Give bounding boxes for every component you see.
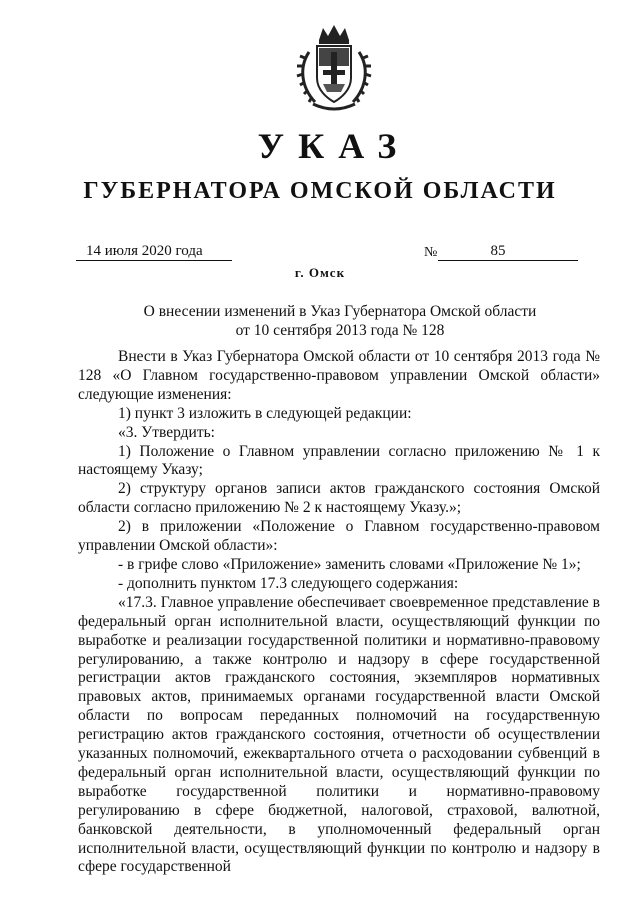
document-body [78,348,600,877]
body-paragraph: «17.3. Главное управление обеспечивает своевременное представление в федеральный орган исполнительной власти, осуществляющий функции по выработке и реализации государственной политики и нормативно-правовому регулированию, а также контролю и надзору в сфере государственной регистрации актов гражданского состояния, экземпляров нормативных правовых актов, принимаемых органами государственной власти Омской области по вопросам переданных полномочий на государственную регистрацию актов гражданского состояния, отчетности об осуществлении указанных полномочий, ежеквартального отчета о расходовании субвенций в федеральный орган исполнительной власти, осуществляющий функции по выработке государственной политики и нормативно-правовому регулированию в сфере бюджетной, налоговой, страховой, валютной, банковской деятельности, в уполномоченный федеральный орган исполнительной власти, осуществляющий функции по контролю и надзору в сфере государственной [78,593,600,876]
subject-line: О внесении изменений в Указ Губернатора Омской области [143,303,537,320]
body-paragraph: 2) структуру органов записи актов гражданского состояния Омской области согласно приложению № 2 к настоящему Указу.»; [78,480,600,517]
body-paragraph: - дополнить пунктом 17.3 следующего содержания: [118,574,459,592]
body-paragraph: «3. Утвердить: [118,423,215,441]
coat-of-arms-icon [293,22,375,112]
document-title: УКАЗ [257,126,411,166]
document-subject [60,302,620,340]
body-paragraph: 1) Положение о Главном управлении согласно приложению № 1 к настоящему Указу; [78,442,600,479]
body-paragraph: 2) в приложении «Положение о Главном государственно-правовом управлении Омской области»: [78,518,600,555]
document-number: 85 [438,242,578,261]
body-paragraph: 1) пункт 3 изложить в следующей редакции: [118,404,412,422]
body-paragraph: - в грифе слово «Приложение» заменить словами «Приложение № 1»; [118,555,581,573]
document-city: г. Омск [294,265,346,280]
body-paragraph: Внести в Указ Губернатора Омской области от 10 сентября 2013 года № 128 «О Главном государственно-правовом управлении Омской области» следующие изменения: [78,348,600,403]
document-date: 14 июля 2020 года [76,242,232,261]
number-sign: № [424,245,438,260]
document-subtitle: ГУБЕРНАТОРА ОМСКОЙ ОБЛАСТИ [83,178,557,204]
subject-line: от 10 сентября 2013 года № 128 [235,322,445,339]
